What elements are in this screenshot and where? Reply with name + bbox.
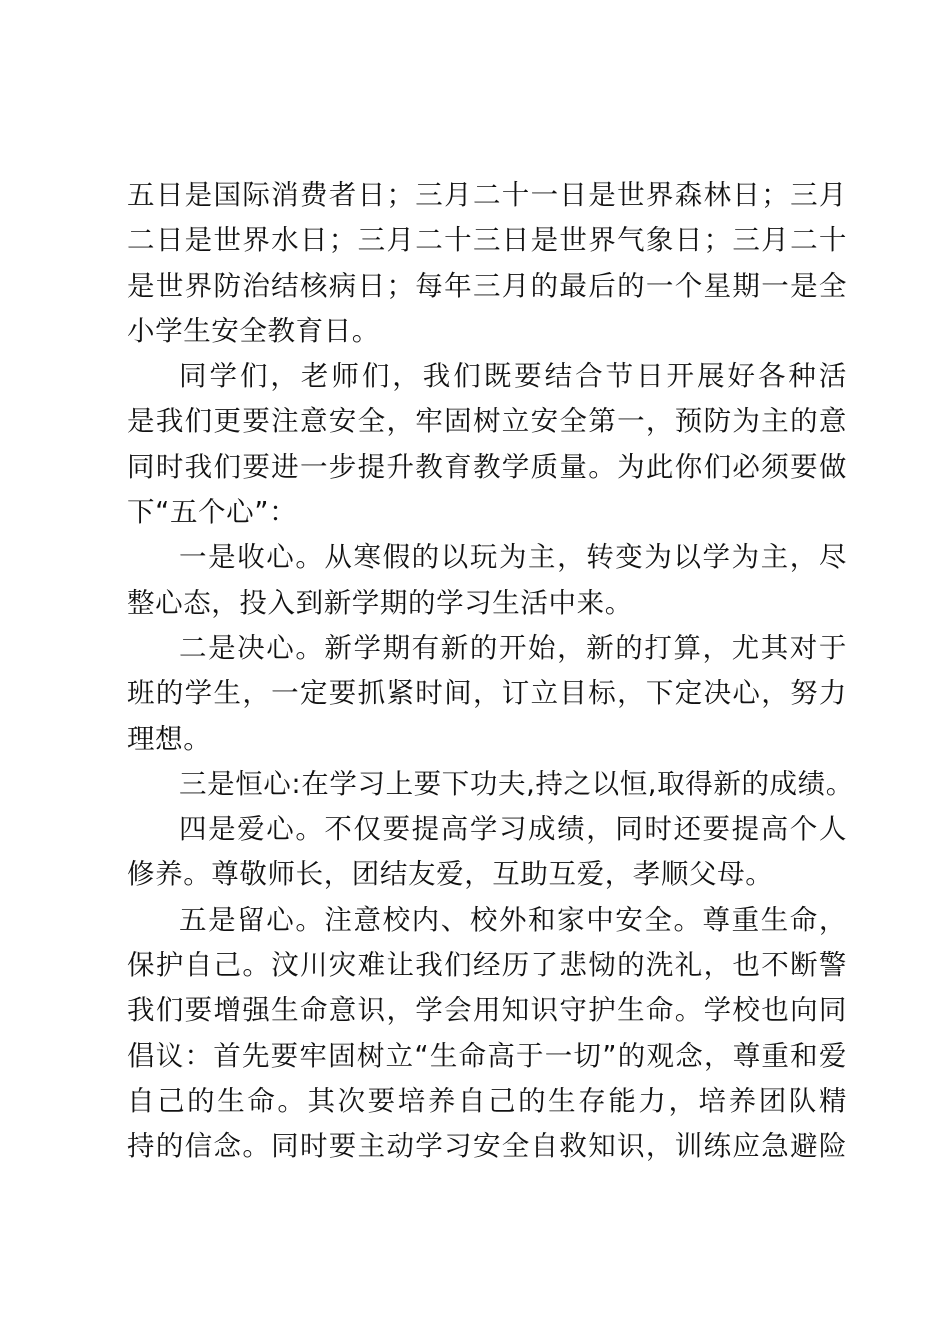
text-line: 我们要增强生命意识，学会用知识守护生命。学校也向同 — [127, 994, 847, 1027]
text-line: 保护自己。汶川灾难让我们经历了悲恸的洗礼，也不断警 — [127, 949, 847, 982]
body-text — [127, 173, 854, 1170]
text-line: 是世界防治结核病日；每年三月的最后的一个星期一是全 — [127, 269, 847, 302]
text-line: 持的信念。同时要主动学习安全自救知识，训练应急避险 — [127, 1130, 847, 1163]
text-line: 整心态，投入到新学期的学习生活中来。 — [127, 586, 633, 619]
text-line: 三是恒心:在学习上要下功夫,持之以恒,取得新的成绩。 — [179, 767, 854, 800]
text-line: 五日是国际消费者日；三月二十一日是世界森林日；三月 — [127, 179, 847, 211]
text-line: 小学生安全教育日。 — [127, 314, 380, 347]
text-line: 四是爱心。不仅要提高学习成绩，同时还要提高个人 — [179, 813, 847, 846]
text-line: 班的学生，一定要抓紧时间，订立目标，下定决心，努力 — [127, 677, 847, 710]
text-line: 同时我们要进一步提升教育教学质量。为此你们必须要做 — [127, 450, 847, 483]
text-line: 二是决心。新学期有新的开始，新的打算，尤其对于 — [179, 631, 847, 664]
text-line: 自己的生命。其次要培养自己的生存能力，培养团队精 — [127, 1084, 847, 1117]
text-line: 下“五个心”： — [127, 496, 298, 529]
text-line: 五是留心。注意校内、校外和家中安全。尊重生命， — [179, 903, 847, 936]
text-line: 是我们更要注意安全，牢固树立安全第一，预防为主的意 — [127, 405, 847, 438]
text-line: 倡议：首先要牢固树立“生命高于一切”的观念，尊重和爱 — [127, 1039, 847, 1072]
text-line: 修养。尊敬师长，团结友爱，互助互爱，孝顺父母。 — [127, 858, 774, 891]
text-line: 一是收心。从寒假的以玩为主，转变为以学为主，尽 — [179, 541, 847, 574]
text-line: 理想。 — [127, 722, 212, 755]
text-line: 二日是世界水日；三月二十三日是世界气象日；三月二十 — [127, 224, 847, 257]
text-line: 同学们，老师们，我们既要结合节日开展好各种活 — [179, 360, 847, 393]
